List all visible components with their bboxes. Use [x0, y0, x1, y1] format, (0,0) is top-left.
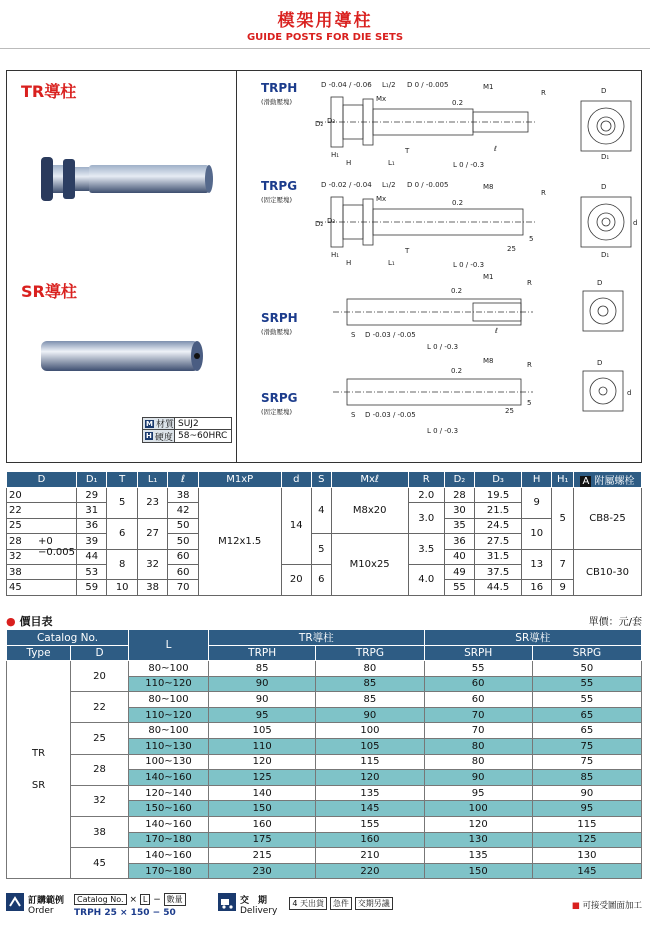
- price-cell: 125: [532, 832, 641, 848]
- diagram-label-trph: TRPH: [261, 81, 298, 95]
- svg-text:S: S: [351, 331, 356, 339]
- price-cell: 160: [316, 832, 424, 848]
- price-cell: 90: [209, 692, 316, 708]
- price-cell: 90: [316, 707, 424, 723]
- svg-text:L 0 / -0.3: L 0 / -0.3: [427, 427, 459, 435]
- price-cell: 70: [424, 723, 532, 739]
- footer: 訂購範例 Order Catalog No. × L − 數量 TRPH 25 × 150 − 50 交 期 Delivery 4 天出貨 急件 交期另議 ■ 可接受圖面加工: [6, 893, 642, 923]
- catalog-box: Catalog No.: [74, 894, 127, 905]
- price-row: [7, 723, 642, 739]
- price-cell: 95: [424, 785, 532, 801]
- price-unit: 單價：元/套: [588, 617, 642, 628]
- delivery-days: 4 天出貨: [289, 897, 327, 910]
- length-cell: 110~120: [129, 676, 209, 692]
- price-cell: 145: [532, 863, 641, 879]
- price-cell: 210: [316, 848, 424, 864]
- diagram-label-trpg: TRPG: [261, 179, 298, 193]
- length-cell: 80~100: [129, 723, 209, 739]
- svg-text:M8: M8: [483, 183, 494, 191]
- svg-text:D -0.03 / -0.05: D -0.03 / -0.05: [365, 411, 416, 419]
- svg-text:0.2: 0.2: [452, 199, 464, 207]
- price-cell: 140: [209, 785, 316, 801]
- svg-text:d: d: [627, 389, 632, 397]
- svg-text:T: T: [405, 247, 410, 255]
- diagram-label-srph: SRPH: [261, 311, 298, 325]
- price-table: Catalog No. L TR導柱 SR導柱 Type D TRPH TRPG SRPH SRPG TR SR 20 80~100 85 80 55 50 110~120 90 85 60 55 22 80~100 90 85 60 55 110~120 95 90 70 65 25 80~100 105 100 70 65 110~130 110 105 80 75 28 100~130 120 115 80 75 140~160 125 120 90 85 32 120~140 140 135 95 90 150~160 150 145 100 95 38 140~160 160 155 120 115 170~180 175 160 130 125 45 140~160 215 210 135 130 170~180 230 220 150 145: [6, 629, 642, 879]
- length-cell: 170~180: [129, 832, 209, 848]
- d-tolerance: +0 −0.005: [38, 536, 76, 558]
- price-cell: 95: [209, 707, 316, 723]
- price-cell: 175: [209, 832, 316, 848]
- svg-text:D: D: [601, 87, 607, 95]
- price-cell: 145: [316, 801, 424, 817]
- svg-text:25: 25: [505, 407, 514, 415]
- price-cell: 85: [532, 770, 641, 786]
- header-divider: [0, 48, 650, 49]
- material-value: SUJ2: [178, 418, 199, 429]
- product-photos: [7, 71, 237, 462]
- price-cell: 80: [316, 661, 424, 677]
- price-cell: 105: [316, 738, 424, 754]
- svg-text:L₁/2: L₁/2: [382, 181, 396, 189]
- svg-text:R: R: [541, 189, 546, 197]
- price-cell: 135: [424, 848, 532, 864]
- svg-text:D₃: D₃: [327, 117, 336, 125]
- svg-text:D₂: D₂: [315, 120, 324, 128]
- svg-text:25: 25: [507, 245, 516, 253]
- svg-text:L 0 / -0.3: L 0 / -0.3: [453, 261, 485, 269]
- svg-text:D -0.03 / -0.05: D -0.03 / -0.05: [365, 331, 416, 339]
- price-row: [7, 785, 642, 801]
- price-row: [7, 754, 642, 770]
- length-cell: 110~120: [129, 707, 209, 723]
- svg-text:ℓ: ℓ: [495, 327, 498, 335]
- price-cell: 50: [532, 661, 641, 677]
- price-cell: 90: [209, 676, 316, 692]
- svg-text:5: 5: [527, 399, 532, 407]
- sr-post-photo: [35, 331, 215, 381]
- length-cell: 100~130: [129, 754, 209, 770]
- svg-text:L₁: L₁: [388, 259, 395, 267]
- engineering-drawing: [237, 71, 641, 462]
- svg-text:H₁: H₁: [331, 151, 340, 159]
- price-cell: 65: [532, 723, 641, 739]
- hardness-value: 58~60HRC: [178, 431, 228, 441]
- svg-text:R: R: [541, 89, 546, 97]
- svg-text:D 0 / -0.005: D 0 / -0.005: [407, 81, 449, 89]
- price-cell: 95: [532, 801, 641, 817]
- svg-text:M1: M1: [483, 273, 494, 281]
- price-cell: 120: [209, 754, 316, 770]
- tr-title: TR導柱: [21, 82, 77, 101]
- diameter-cell: 20: [71, 661, 129, 692]
- diagram-label-srpg: SRPG: [261, 391, 298, 405]
- price-cell: 70: [424, 707, 532, 723]
- svg-text:M8: M8: [483, 357, 494, 365]
- svg-text:S: S: [351, 411, 356, 419]
- svg-text:L₁: L₁: [388, 159, 395, 167]
- tr-post-photo: [27, 151, 227, 211]
- diameter-cell: 28: [71, 754, 129, 785]
- page-header: [0, 0, 650, 43]
- dimension-table: D D₁ T L₁ ℓ M1xP d S Mxℓ R D₂ D₃ H H₁ A 附屬螺栓 20 29 5 23 38 M12x1.5 14 4 M8x20 2.0 28 19.5 9 5 CB8-25 22 31 42 3.0 30 21.5 25 36 6 27 50 35 24.5 10 28 39 50 5 M10x25 3.5 36 27.5 32 44 8 32 60 40 31.5 13 7 CB10-30 38 53 60 20 6 4.0 49 37.5 45 59 10 38 70 55 44.5 16 9: [6, 471, 642, 596]
- svg-text:L 0 / -0.3: L 0 / -0.3: [427, 343, 459, 351]
- svg-text:D 0 / -0.005: D 0 / -0.005: [407, 181, 449, 189]
- svg-text:M1: M1: [483, 83, 494, 91]
- price-cell: 90: [424, 770, 532, 786]
- price-row: [7, 692, 642, 708]
- svg-text:D₁: D₁: [601, 153, 610, 161]
- price-cell: 150: [209, 801, 316, 817]
- length-cell: 140~160: [129, 848, 209, 864]
- price-cell: 55: [424, 661, 532, 677]
- svg-text:R: R: [527, 279, 532, 287]
- price-cell: 90: [532, 785, 641, 801]
- diameter-cell: 22: [71, 692, 129, 723]
- technical-drawings: TRPH (滑動壓塊) TRPG (固定壓塊) SRPH (滑動壓塊) SRPG (固定壓塊) D -0.04 / -0.06 L₁/2 D 0 / -0.005 M1 R 0.2 Mx D₂ D₃ H H₁ L₁ T ℓ L 0 / -0.3 D D₁ D -0.02 / -0.04 L₁/2 D 0 / -0.005 M8 R 0.2 Mx D₂ D₃ H H₁ L₁ T 25 5 L 0 / -0.3 D D₁ d 0.2 M1 R S D -0.03 / -0.05 ℓ L 0 / -0.3 D 0.2 M8 R S D -0.03 / -0.05 25 5 L 0 / -0.3 D d: [237, 71, 641, 462]
- price-cell: 135: [316, 785, 424, 801]
- svg-text:0.2: 0.2: [452, 99, 464, 107]
- price-cell: 220: [316, 863, 424, 879]
- price-rows: [7, 661, 642, 879]
- svg-text:0.2: 0.2: [451, 287, 463, 295]
- svg-text:L₁/2: L₁/2: [382, 81, 396, 89]
- tol-label-1: D -0.04 / -0.06: [321, 81, 372, 89]
- delivery-icon: [218, 893, 236, 911]
- length-cell: 110~130: [129, 738, 209, 754]
- price-cell: 155: [316, 816, 424, 832]
- svg-text:D₁: D₁: [601, 251, 610, 259]
- type-cell: TR SR: [7, 661, 71, 879]
- price-cell: 60: [424, 676, 532, 692]
- price-cell: 130: [532, 848, 641, 864]
- price-cell: 75: [532, 738, 641, 754]
- svg-text:D₂: D₂: [315, 220, 324, 228]
- svg-text:H₁: H₁: [331, 251, 340, 259]
- length-cell: 80~100: [129, 661, 209, 677]
- price-row: [7, 816, 642, 832]
- price-cell: 75: [532, 754, 641, 770]
- order-icon: [6, 893, 24, 911]
- price-cell: 105: [209, 723, 316, 739]
- diameter-cell: 38: [71, 816, 129, 847]
- diameter-cell: 25: [71, 723, 129, 754]
- length-cell: 120~140: [129, 785, 209, 801]
- length-cell: 170~180: [129, 863, 209, 879]
- price-cell: 110: [209, 738, 316, 754]
- svg-text:R: R: [527, 361, 532, 369]
- page-title: 模架用導柱: [277, 11, 373, 31]
- svg-text:0.2: 0.2: [451, 367, 463, 375]
- price-cell: 55: [532, 692, 641, 708]
- price-cell: 60: [424, 692, 532, 708]
- price-cell: 100: [316, 723, 424, 739]
- material-spec: M 材質 SUJ2 H 硬度 58~60HRC: [142, 417, 232, 443]
- svg-text:L 0 / -0.3: L 0 / -0.3: [453, 161, 485, 169]
- svg-text:Mx: Mx: [376, 95, 387, 103]
- length-cell: 80~100: [129, 692, 209, 708]
- length-cell: 150~160: [129, 801, 209, 817]
- processing-note: ■ 可接受圖面加工: [571, 901, 642, 911]
- diameter-cell: 32: [71, 785, 129, 816]
- svg-text:D: D: [597, 359, 603, 367]
- price-row: [7, 848, 642, 864]
- price-cell: 80: [424, 738, 532, 754]
- price-row: [7, 661, 642, 677]
- svg-text:D: D: [601, 183, 607, 191]
- price-cell: 120: [424, 816, 532, 832]
- tol-label-2: D -0.02 / -0.04: [321, 181, 372, 189]
- price-cell: 55: [532, 676, 641, 692]
- price-cell: 120: [316, 770, 424, 786]
- price-cell: 85: [316, 692, 424, 708]
- svg-text:ℓ: ℓ: [494, 145, 497, 153]
- svg-text:Mx: Mx: [376, 195, 387, 203]
- sr-title: SR導柱: [21, 282, 77, 301]
- price-cell: 125: [209, 770, 316, 786]
- price-heading: ● 價目表 單價：元/套: [6, 615, 642, 628]
- price-cell: 80: [424, 754, 532, 770]
- svg-text:T: T: [405, 147, 410, 155]
- product-panel: [6, 70, 642, 463]
- length-cell: 140~160: [129, 770, 209, 786]
- svg-text:D₃: D₃: [327, 217, 336, 225]
- price-cell: 85: [209, 661, 316, 677]
- page-subtitle: GUIDE POSTS FOR DIE SETS: [246, 32, 404, 43]
- svg-text:H: H: [346, 159, 352, 167]
- svg-text:H: H: [346, 259, 352, 267]
- price-cell: 130: [424, 832, 532, 848]
- svg-text:d: d: [633, 219, 638, 227]
- svg-text:D: D: [597, 279, 603, 287]
- price-cell: 150: [424, 863, 532, 879]
- price-cell: 230: [209, 863, 316, 879]
- order-example: TRPH 25 × 150 − 50: [74, 908, 176, 918]
- diameter-cell: 45: [71, 848, 129, 879]
- price-cell: 115: [532, 816, 641, 832]
- length-cell: 140~160: [129, 816, 209, 832]
- price-cell: 65: [532, 707, 641, 723]
- svg-text:5: 5: [529, 235, 534, 243]
- price-cell: 85: [316, 676, 424, 692]
- price-cell: 215: [209, 848, 316, 864]
- price-cell: 160: [209, 816, 316, 832]
- price-cell: 115: [316, 754, 424, 770]
- price-cell: 100: [424, 801, 532, 817]
